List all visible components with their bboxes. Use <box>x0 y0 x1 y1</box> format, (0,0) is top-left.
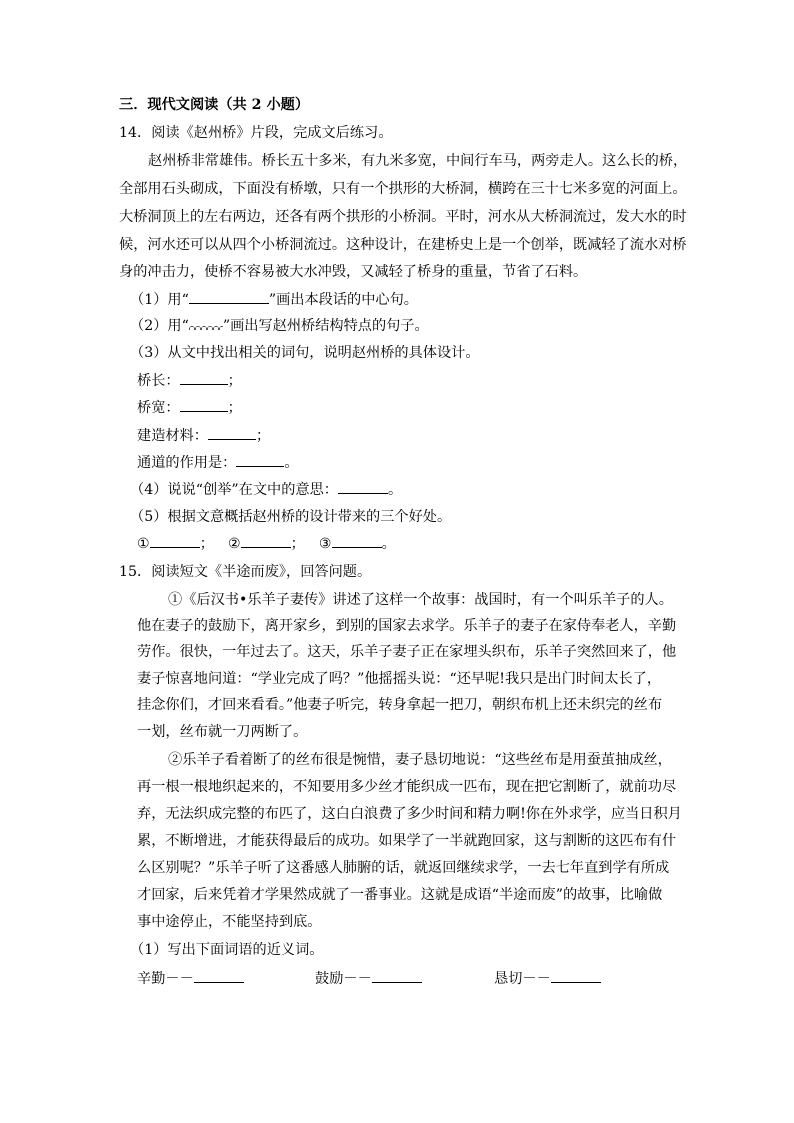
answer-blank[interactable] <box>180 372 228 385</box>
q14-sub1-pre: （1）用“ <box>130 292 189 308</box>
answer-blank[interactable] <box>332 535 382 548</box>
punct: 。 <box>387 482 403 498</box>
synonym-label: 辛勤－－ <box>137 971 194 987</box>
punct: 。 <box>381 536 396 552</box>
answer-blank[interactable] <box>150 535 200 548</box>
q15-para2-line: 才回家，后来凭着才学果然成就了一番事业。这就是成语“半途而废”的故事，比喻做 <box>137 887 663 903</box>
fill-bridge-length <box>137 372 242 390</box>
q15-para1-line: 挂念你们，才回来看看。”他妻子听完，转身拿起一把刀，朝织布机上还未织完的丝布 <box>137 697 663 713</box>
q14-sub3: （3）从文中找出相关的词句，说明赵州桥的具体设计。 <box>130 345 480 361</box>
punct: ； <box>290 536 305 552</box>
q15-para2-line: 累，不断增进，才能获得最后的成功。如果学了一半就跑回家，这与割断的这匹布有什 <box>137 833 677 849</box>
benefit-marker: ① <box>137 536 150 552</box>
wavy-underline-sample <box>189 322 223 330</box>
fill-bridge-width <box>137 399 242 417</box>
benefit-marker: ② <box>227 536 241 552</box>
section-title: 三．现代文阅读（共 2 小题） <box>119 97 310 113</box>
q15-para2-line: 么区别呢？”乐羊子听了这番感人肺腑的话，就返回继续求学，一去七年直到学有所成 <box>137 860 670 876</box>
fill-material <box>137 427 270 445</box>
q14-sub1-post: ”画出本段话的中心句。 <box>268 292 418 308</box>
answer-blank[interactable] <box>180 399 228 412</box>
q14-stem: 14．阅读《赵州桥》片段，完成文后练习。 <box>119 125 393 141</box>
synonym-xinqin <box>137 970 244 988</box>
synonym-label: 鼓励－－ <box>315 971 372 987</box>
q14-sub2-post: ”画出写赵州桥结构特点的句子。 <box>222 318 429 334</box>
fill-label: 桥宽： <box>137 400 180 416</box>
punct: ； <box>227 400 242 416</box>
answer-blank[interactable] <box>194 970 244 983</box>
fill-label: 通道的作用是： <box>137 455 237 471</box>
punct: ； <box>199 536 214 552</box>
q14-sub4-pre: （4）说说“创举”在文中的意思： <box>130 482 338 498</box>
q14-para-line: 赵州桥非常雄伟。桥长五十多米，有九米多宽，中间行车马，两旁走人。这么长的桥， <box>148 153 688 169</box>
q14-para-line: 候，河水还可以从四个小桥洞流过。这种设计，在建桥史上是一个创举，既减轻了流水对桥 <box>119 237 687 253</box>
synonym-label: 恳切－－ <box>494 971 551 987</box>
answer-blank[interactable] <box>551 970 601 983</box>
q14-sub4 <box>130 481 402 499</box>
synonym-guli <box>315 970 422 988</box>
q15-para2-line: 事中途停止，不能坚持到底。 <box>137 914 322 930</box>
q15-para2-line: 弃，无法织成完整的布匹了，这白白浪费了多少时间和精力啊!你在外求学，应当日积月 <box>137 806 682 822</box>
q14-sub1 <box>130 291 418 309</box>
punct: ； <box>255 428 271 444</box>
answer-blank[interactable] <box>241 535 291 548</box>
q14-sub2-pre: （2）用“ <box>130 318 189 334</box>
answer-blank[interactable] <box>372 970 422 983</box>
q15-para2-line: ②乐羊子看着断了的丝布很是惋惜，妻子恳切地说：“这些丝布是用蚕茧抽成丝， <box>168 752 672 768</box>
q15-para1-line: 劳作。很快，一年过去了。这天，乐羊子妻子正在家埋头织布，乐羊子突然回来了，他 <box>137 644 677 660</box>
fill-label: 建造材料： <box>137 428 208 444</box>
q14-sub5: （5）根据文意概括赵州桥的设计带来的三个好处。 <box>130 509 452 525</box>
q15-para1-line: 一划，丝布就一刀两断了。 <box>137 724 308 740</box>
benefit-marker: ③ <box>318 536 332 552</box>
answer-blank[interactable] <box>338 481 388 494</box>
synonym-kenqie <box>494 970 601 988</box>
q14-para-line: 大桥洞顶上的左右两边，还各有两个拱形的小桥洞。平时，河水从大桥洞流过，发大水的时 <box>119 209 687 225</box>
q15-para1-line: 他在妻子的鼓励下，离开家乡，到别的国家去求学。乐羊子的妻子在家侍奉老人，辛勤 <box>137 618 677 634</box>
q15-para2-line: 再一根一根地织起来的，不知要用多少丝才能织成一匹布，现在把它割断了，就前功尽 <box>137 779 677 795</box>
punct: 。 <box>284 455 299 471</box>
q14-para-line: 全部用石头砌成，下面没有桥墩，只有一个拱形的大桥洞，横跨在三十七米多宽的河面上。 <box>119 181 687 197</box>
benefits-row <box>137 535 396 553</box>
answer-blank[interactable] <box>208 427 256 440</box>
q15-para1-line: ①《后汉书•乐羊子妻传》讲述了这样一个故事：战国时，有一个叫乐羊子的人。 <box>168 592 673 608</box>
answer-blank[interactable] <box>236 454 284 467</box>
q14-sub2 <box>130 317 429 335</box>
q15-stem: 15．阅读短文《半途而废》，回答问题。 <box>119 564 372 580</box>
straight-underline-sample <box>189 291 269 304</box>
fill-label: 桥长： <box>137 373 180 389</box>
q14-para-line: 身的冲击力，使桥不容易被大水冲毁，又减轻了桥身的重量，节省了石料。 <box>119 264 588 280</box>
q15-sub1: （1）写出下面词语的近义词。 <box>130 942 324 958</box>
q15-para1-line: 妻子惊喜地问道：“学业完成了吗？”他摇摇头说：“还早呢!我只是出门时间太长了， <box>137 671 662 687</box>
fill-passage-use <box>137 454 299 472</box>
punct: ； <box>227 373 242 389</box>
